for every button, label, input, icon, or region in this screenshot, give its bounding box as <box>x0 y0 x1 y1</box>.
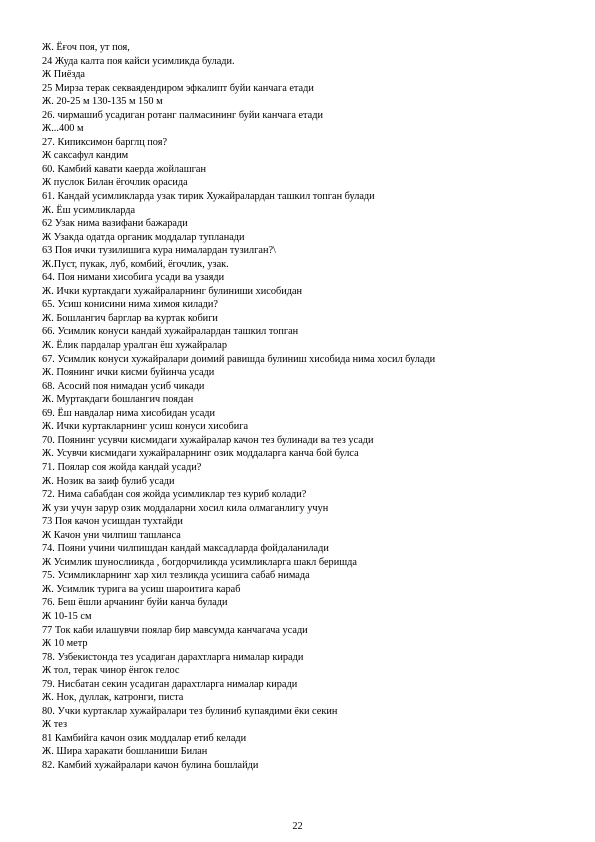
text-line: 68. Асосий поя нимадан усиб чикади <box>42 380 205 392</box>
text-line: 65. Усиш конисини нима химоя килади? <box>42 299 218 311</box>
text-line: 74. Пояни учини чилпишдан кандай максадларда фойдаланилади <box>42 543 329 555</box>
text-line: Ж. 20-25 м 130-135 м 150 м <box>42 96 163 108</box>
text-line: 78. Узбекистонда тез усадиган дарахтларга нималар киради <box>42 651 304 663</box>
text-line: 60. Камбий кавати каерда жойлашган <box>42 163 206 175</box>
text-line: Ж. Усувчи кисмидаги хужайраларнинг озик моддаларга канча бой булса <box>42 448 359 460</box>
text-line: Ж узи учун зарур озик моддаларни хосил кила олмаганлигу учун <box>42 502 329 514</box>
text-line: 81 Камбийга качон озик моддалар етиб келади <box>42 732 247 744</box>
text-line: Ж 10 метр <box>42 638 88 650</box>
text-line: Ж.Пуст, пукак, луб, комбий, ёгочлик, узак. <box>42 258 229 270</box>
text-line: Ж. Ёш усимликларда <box>42 204 136 216</box>
text-line: 80. Учки куртаклар хужайралари тез булиниб купаядими ёки секин <box>42 705 338 717</box>
text-line: 67. Усимлик конуси хужайралари доимий равишда булиниш хисобида нима хосил булади <box>42 353 436 365</box>
text-line: Ж тез <box>42 719 68 731</box>
text-line: Ж Пиёзда <box>42 69 86 81</box>
text-line: 79. Нисбатан секин усадиган дарахтларга нималар киради <box>42 678 298 690</box>
page-number: 22 <box>292 821 303 832</box>
text-line: Ж. Шира харакати бошланиши Билан <box>42 746 208 758</box>
text-line: 26. чирмашиб усадиган ротанг палмасининг буйи канчага етади <box>42 109 323 121</box>
text-line: 25 Мирза терак секваядендиром эфкалипт буйи канчага етади <box>42 82 314 94</box>
text-line: Ж. Нозик ва заиф булиб усади <box>42 475 175 487</box>
text-line: Ж. Поянинг ички кисми буйинча усади <box>42 367 215 379</box>
text-line: Ж. Ички куртакларнинг усиш конуси хисобига <box>42 421 249 433</box>
text-line: Ж. Муртакдаги бошлангич поядан <box>42 394 194 406</box>
text-line: Ж. Усимлик турига ва усиш шароитига караб <box>42 583 241 595</box>
text-line: 66. Усимлик конуси кандай хужайралардан ташкил топган <box>42 326 299 338</box>
text-line: Ж. Бошлангич барглар ва куртак кобиги <box>42 312 218 324</box>
text-line: 75. Усимликларнинг хар хил тезликда усишига сабаб нимада <box>42 570 310 582</box>
text-line: 69. Ёш навдалар нима хисобидан усади <box>42 407 216 419</box>
text-line: 64. Поя нимани хисобига усади ва узаяди <box>42 272 225 284</box>
text-line: 72. Нима сабабдан соя жойда усимликлар тез куриб колади? <box>42 489 307 501</box>
text-line: Ж. Ёлик пардалар уралган ёш хужайралар <box>42 340 227 352</box>
text-line: Ж Усимлик шунослиикда , богдорчиликда усимликларга шакл беришда <box>42 556 357 568</box>
text-line: Ж. Нок, дуллак, катронги, писта <box>42 692 184 704</box>
text-lines <box>42 41 562 773</box>
text-line: 76. Беш ёшли арчанинг буйи канча булади <box>42 597 228 609</box>
text-line: Ж. Ички куртакдаги хужайраларнинг булиниши хисобидан <box>42 285 303 297</box>
text-line: Ж Узакда одатда органик моддалар тупланади <box>42 231 245 243</box>
text-line: 63 Поя ички тузилишига кура нималардан тузилган?\ <box>42 245 276 257</box>
text-line: Ж пуслок Билан ёгочлик орасида <box>42 177 188 189</box>
text-line: Ж саксафул кандим <box>42 150 129 162</box>
text-line: 82. Камбий хужайралари качон булина бошлайди <box>42 759 259 771</box>
text-line: 27. Кипиксимон барглц поя? <box>42 136 168 148</box>
text-line: 24 Жуда калта поя кайси усимликда булади. <box>42 55 235 67</box>
text-line: 71. Поялар соя жойда кандай усади? <box>42 461 202 473</box>
text-line: 70. Поянинг усувчи кисмидаги хужайралар качон тез булинади ва тез усади <box>42 434 374 446</box>
text-line: 73 Поя качон усишдан тухтайди <box>42 516 183 528</box>
text-line: Ж...400 м <box>42 123 84 135</box>
text-line: Ж тол, терак чинор ёнгок гелос <box>42 665 180 677</box>
text-line: 77 Ток каби илашувчи поялар бир мавсумда канчагача усади <box>42 624 308 636</box>
text-line: 61. Кандай усимликларда узак тирик Хужайралардан ташкил топган булади <box>42 191 375 203</box>
text-line: 62 Узак нима вазифани бажаради <box>42 218 188 230</box>
text-line: Ж 10-15 см <box>42 610 92 622</box>
text-line: Ж. Ёғоч поя, ут поя, <box>42 42 130 53</box>
text-line: Ж Качон уни чилпиш ташланса <box>42 529 181 541</box>
